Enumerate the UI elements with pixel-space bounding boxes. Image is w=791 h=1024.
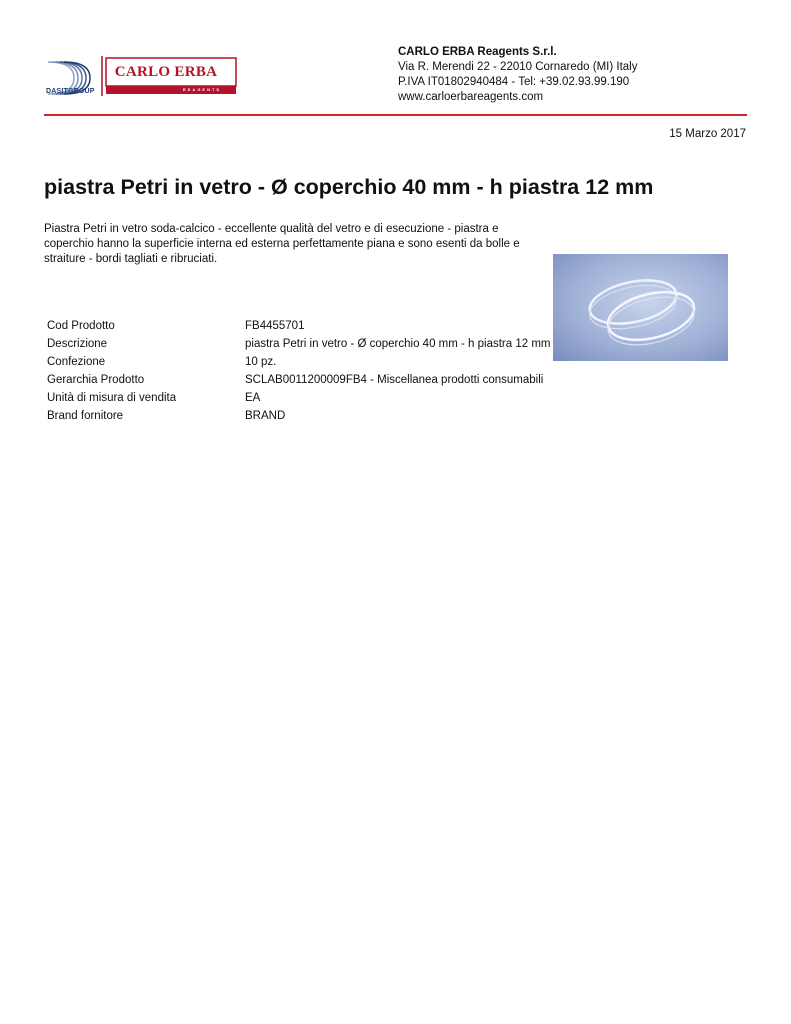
product-description: Piastra Petri in vetro soda-calcico - eccellente qualità del vetro e di esecuzione - piastra e coperchio hanno la superficie interna ed esterna perfettamente piana e sono esenti da bolle e straiture - bordi tagliati e ribruciati. [44,223,520,265]
brand-logo-text: CARLO ERBA [114,64,218,80]
detail-label: Unità di misura di vendita [47,392,177,404]
table-row [44,356,551,374]
product-title: piastra Petri in vetro - Ø coperchio 40 mm - h piastra 12 mm [44,175,654,199]
company-info [398,45,637,105]
detail-label: Brand fornitore [47,410,124,422]
table-row [44,392,551,410]
document-date: 15 Marzo 2017 [669,128,746,140]
petri-dish-image [553,254,728,361]
company-vat-phone: P.IVA IT01802940484 - Tel: +39.02.93.99.190 [398,76,630,88]
detail-value: BRAND [245,410,286,422]
detail-value: FB4455701 [245,320,305,332]
table-row [44,410,551,428]
detail-label: Descrizione [47,338,108,350]
detail-label: Cod Prodotto [47,320,115,332]
detail-value: piastra Petri in vetro - Ø coperchio 40 mm - h piastra 12 mm [245,338,551,350]
detail-label: Gerarchia Prodotto [47,374,145,386]
dasit-group-logo-icon [44,56,100,102]
detail-value: 10 pz. [245,356,277,368]
company-address: Via R. Merendi 22 - 22010 Cornaredo (MI) Italy [398,61,638,73]
detail-value: SCLAB0011200009FB4 - Miscellanea prodotti consumabili [245,374,544,386]
product-details-table [44,320,551,428]
header-logos [44,52,244,100]
company-name: CARLO ERBA Reagents S.r.l. [398,46,557,58]
header-divider [44,114,747,116]
detail-label: Confezione [47,356,106,368]
dasit-logo-text: DASITGROUP [46,88,95,95]
table-row [44,338,551,356]
table-row [44,320,551,338]
brand-logo-subtext: REAGENTS [182,87,222,92]
table-row [44,374,551,392]
detail-value: EA [245,392,261,404]
company-website[interactable]: www.carloerbareagents.com [398,91,544,103]
